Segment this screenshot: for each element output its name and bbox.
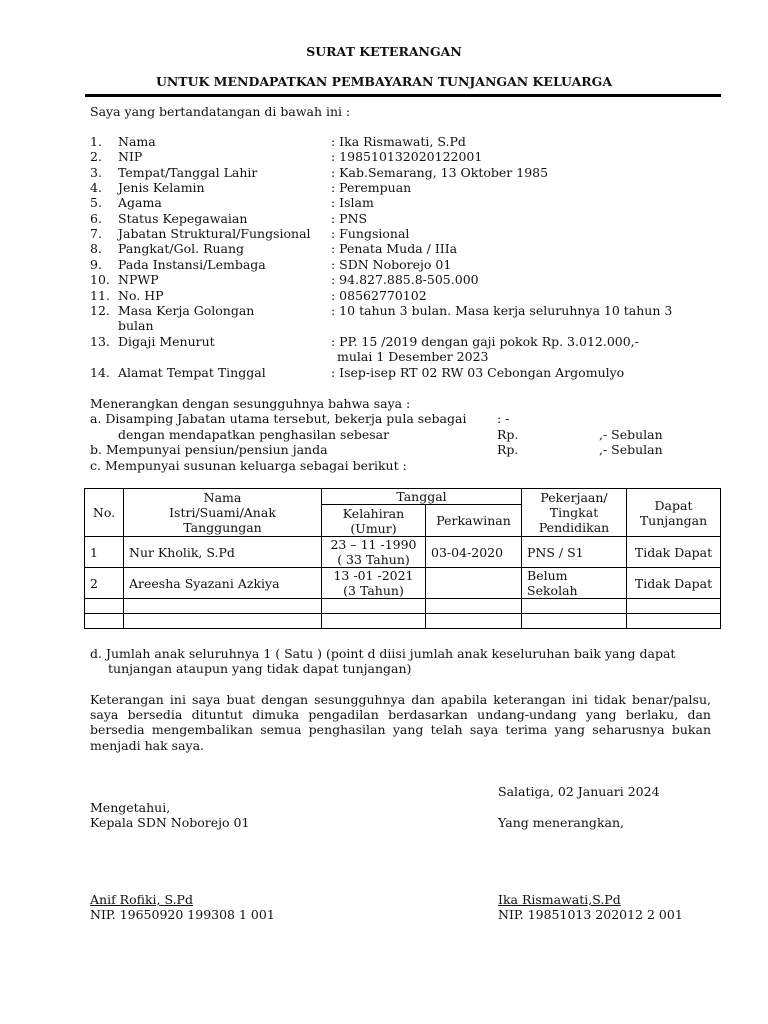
left-signatory-title1: Mengetahui, [90, 800, 171, 815]
field-label: Pada Instansi/Lembaga [118, 257, 266, 272]
field-number: 3. [90, 165, 102, 180]
field-label-continued: bulan [118, 318, 154, 333]
statement-b-rp: Rp. [497, 442, 519, 457]
statement-a-rp: Rp. [497, 427, 519, 442]
field-number: 1. [90, 134, 102, 149]
field-number: 12. [90, 303, 110, 318]
field-number: 8. [90, 241, 102, 256]
cell-perkawinan [426, 614, 522, 629]
table-row [85, 614, 721, 629]
right-signatory-name: Ika Rismawati,S.Pd [498, 892, 621, 907]
header-divider [85, 94, 721, 97]
statement-c-label: c. Mempunyai susunan keluarga sebagai berikut : [90, 458, 407, 473]
table-row [85, 599, 721, 614]
header-dapat-tunjangan: Dapat Tunjangan [627, 489, 721, 537]
cell-nama: Areesha Syazani Azkiya [124, 568, 322, 599]
table-row [85, 537, 721, 568]
cell-nama: Nur Kholik, S.Pd [124, 537, 322, 568]
closing-paragraph: Keterangan ini saya buat dengan sesungguhnya dan apabila keterangan ini tidak benar/palsu, saya bersedia dituntut dimuka pengadilan berdasarkan undang-undang yang berlaku, dan bersedia mengembalikan semua penghasilan yang telah saya terima yang seharusnya bukan menjadi hak saya. [90, 692, 711, 753]
document-title: SURAT KETERANGAN [306, 44, 462, 59]
field-number: 4. [90, 180, 102, 195]
statement-a-suffix: ,- Sebulan [599, 427, 663, 442]
statement-a-label2: dengan mendapatkan penghasilan sebesar [118, 427, 390, 442]
cell-kelahiran: 23 – 11 -1990 ( 33 Tahun) [322, 537, 426, 568]
header-nama: Nama Istri/Suami/Anak Tanggungan [124, 489, 322, 537]
field-label: Jenis Kelamin [118, 180, 205, 195]
field-label: Nama [118, 134, 156, 149]
left-signatory-title2: Kepala SDN Noborejo 01 [90, 815, 250, 830]
field-label: Masa Kerja Golongan [118, 303, 255, 318]
cell-kelahiran [322, 614, 426, 629]
statement-b-label: b. Mempunyai pensiun/pensiun janda [90, 442, 328, 457]
cell-pekerjaan: Belum Sekolah [522, 568, 627, 599]
field-label: Status Kepegawaian [118, 211, 248, 226]
field-number: 11. [90, 288, 110, 303]
field-number: 7. [90, 226, 102, 241]
header-kelahiran: Kelahiran (Umur) [322, 505, 426, 537]
right-signatory-nip: NIP. 19851013 202012 2 001 [498, 907, 683, 922]
family-table [84, 488, 721, 629]
field-value: : Penata Muda / IIIa [331, 241, 458, 256]
field-number: 5. [90, 195, 102, 210]
field-value: : 10 tahun 3 bulan. Masa kerja seluruhnya 10 tahun 3 [331, 303, 673, 318]
field-value: : Fungsional [331, 226, 410, 241]
field-number: 6. [90, 211, 102, 226]
document-subtitle: UNTUK MENDAPATKAN PEMBAYARAN TUNJANGAN KELUARGA [155, 74, 613, 89]
field-value: : Islam [331, 195, 374, 210]
cell-no: 1 [85, 537, 124, 568]
right-signatory-title: Yang menerangkan, [498, 815, 624, 830]
field-label: Pangkat/Gol. Ruang [118, 241, 245, 256]
cell-no: 2 [85, 568, 124, 599]
cell-no [85, 614, 124, 629]
header-perkawinan: Perkawinan [426, 505, 522, 537]
field-label: NPWP [118, 272, 159, 287]
header-tanggal: Tanggal [322, 489, 522, 505]
cell-kelahiran: 13 -01 -2021 (3 Tahun) [322, 568, 426, 599]
statement-a-label: a. Disamping Jabatan utama tersebut, bekerja pula sebagai [90, 411, 467, 426]
left-signatory-name: Anif Rofiki, S.Pd [90, 892, 193, 907]
cell-nama [124, 614, 322, 629]
cell-dapat-tunjangan: Tidak Dapat [627, 537, 721, 568]
field-value: : Ika Rismawati, S.Pd [331, 134, 466, 149]
cell-dapat-tunjangan: Tidak Dapat [627, 568, 721, 599]
cell-perkawinan [426, 599, 522, 614]
cell-dapat-tunjangan [627, 614, 721, 629]
cell-dapat-tunjangan [627, 599, 721, 614]
place-date: Salatiga, 02 Januari 2024 [498, 784, 660, 799]
table-row [85, 568, 721, 599]
field-value: : Kab.Semarang, 13 Oktober 1985 [331, 165, 549, 180]
field-label: NIP [118, 149, 143, 164]
field-number: 14. [90, 365, 110, 380]
field-label: Jabatan Struktural/Fungsional [118, 226, 311, 241]
cell-pekerjaan: PNS / S1 [522, 537, 627, 568]
statement-intro: Menerangkan dengan sesungguhnya bahwa saya : [90, 396, 411, 411]
field-number: 13. [90, 334, 110, 349]
cell-pekerjaan [522, 614, 627, 629]
header-pekerjaan: Pekerjaan/ Tingkat Pendidikan [522, 489, 627, 537]
cell-pekerjaan [522, 599, 627, 614]
field-number: 9. [90, 257, 102, 272]
cell-no [85, 599, 124, 614]
cell-perkawinan: 03-04-2020 [426, 537, 522, 568]
field-value: : 94.827.885.8-505.000 [331, 272, 479, 287]
note-d-line1: d. Jumlah anak seluruhnya 1 ( Satu ) (point d diisi jumlah anak keseluruhan baik yang dapat [90, 646, 676, 661]
cell-nama [124, 599, 322, 614]
left-signatory-nip: NIP. 19650920 199308 1 001 [90, 907, 275, 922]
field-value: : 198510132020122001 [331, 149, 483, 164]
field-label: Digaji Menurut [118, 334, 215, 349]
field-value: : 08562770102 [331, 288, 427, 303]
header-no: No. [85, 489, 124, 537]
field-label: Alamat Tempat Tinggal [118, 365, 266, 380]
field-label: No. HP [118, 288, 164, 303]
field-number: 2. [90, 149, 102, 164]
field-value: : SDN Noborejo 01 [331, 257, 452, 272]
field-value: : PP. 15 /2019 dengan gaji pokok Rp. 3.012.000,- [331, 334, 639, 349]
cell-perkawinan [426, 568, 522, 599]
field-value: : Perempuan [331, 180, 412, 195]
note-d-line2: tunjangan ataupun yang tidak dapat tunjangan) [108, 661, 412, 676]
field-number: 10. [90, 272, 110, 287]
field-value-continued: mulai 1 Desember 2023 [337, 349, 489, 364]
cell-kelahiran [322, 599, 426, 614]
statement-a-colon: : - [497, 411, 510, 426]
field-label: Tempat/Tanggal Lahir [118, 165, 258, 180]
statement-b-suffix: ,- Sebulan [599, 442, 663, 457]
field-value: : PNS [331, 211, 368, 226]
field-value: : Isep-isep RT 02 RW 03 Cebongan Argomulyo [331, 365, 625, 380]
intro-text: Saya yang bertandatangan di bawah ini : [90, 104, 351, 119]
field-label: Agama [118, 195, 162, 210]
